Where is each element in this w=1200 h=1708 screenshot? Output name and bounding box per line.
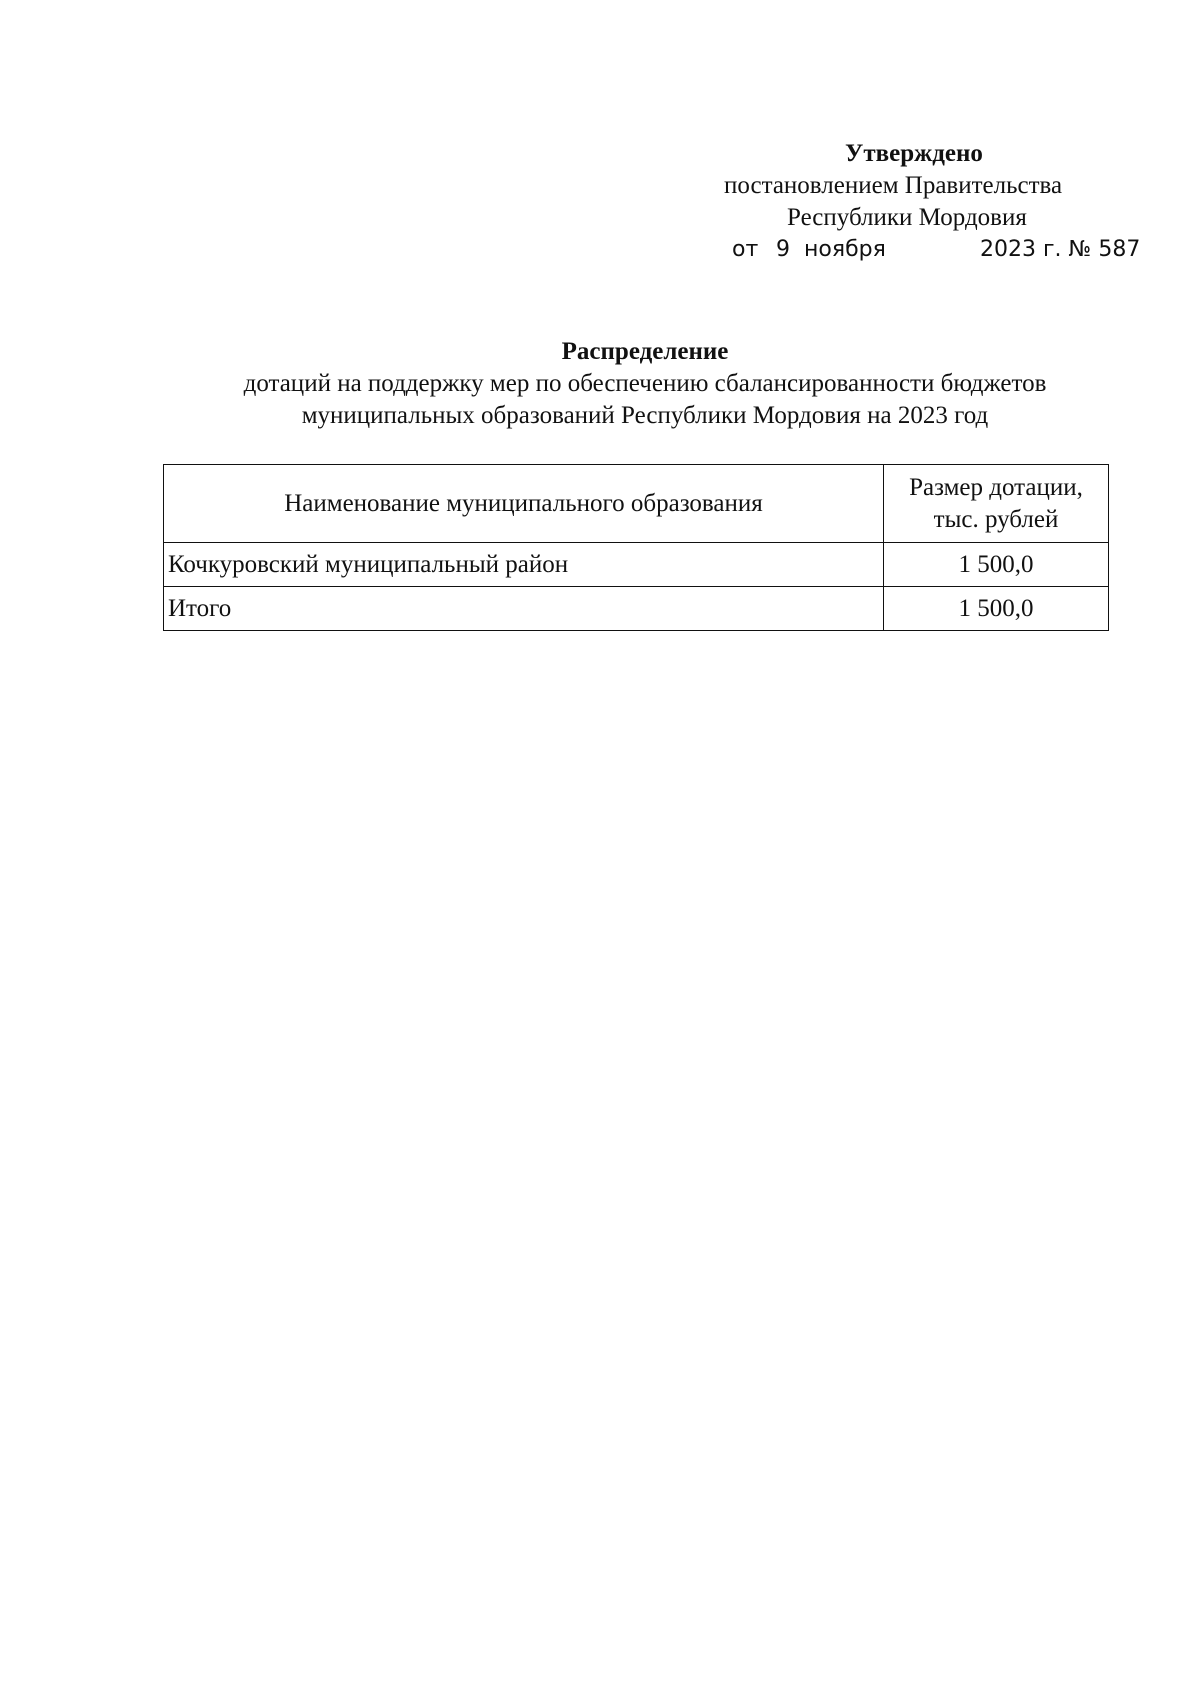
- date-day: 9: [776, 237, 790, 262]
- table-row-total: [164, 587, 1109, 631]
- date-year-number: 2023 г. № 587: [980, 237, 1141, 262]
- total-amount: 1 500,0: [884, 587, 1109, 631]
- document-title: Распределение: [561, 338, 729, 365]
- date-month: ноября: [804, 237, 886, 262]
- document-subtitle-line1: дотаций на поддержку мер по обеспечению сбалансированности бюджетов: [243, 370, 1047, 397]
- row-municipality-name: Кочкуровский муниципальный район: [164, 543, 884, 587]
- header-subsidy-amount: [884, 465, 1109, 543]
- approval-title: Утверждено: [845, 140, 983, 167]
- approval-republic-line: Республики Мордовия: [787, 204, 1027, 231]
- approval-date-line: [700, 234, 1160, 266]
- allocation-table: [163, 464, 1109, 631]
- table-header-row: [164, 465, 1109, 543]
- date-prefix: от: [732, 237, 759, 262]
- header-municipality-name: Наименование муниципального образования: [164, 465, 884, 543]
- document-subtitle-line2: муниципальных образований Республики Мордовия на 2023 год: [301, 402, 989, 429]
- document-heading: [150, 336, 1140, 432]
- header-amount-line1: Размер дотации,: [909, 473, 1083, 501]
- row-amount: 1 500,0: [884, 543, 1109, 587]
- approval-resolution-line: постановлением Правительства: [724, 172, 1063, 199]
- approval-block: [700, 138, 1160, 266]
- table-row: [164, 543, 1109, 587]
- total-label: Итого: [164, 587, 884, 631]
- header-amount-line2: тыс. рублей: [933, 505, 1059, 533]
